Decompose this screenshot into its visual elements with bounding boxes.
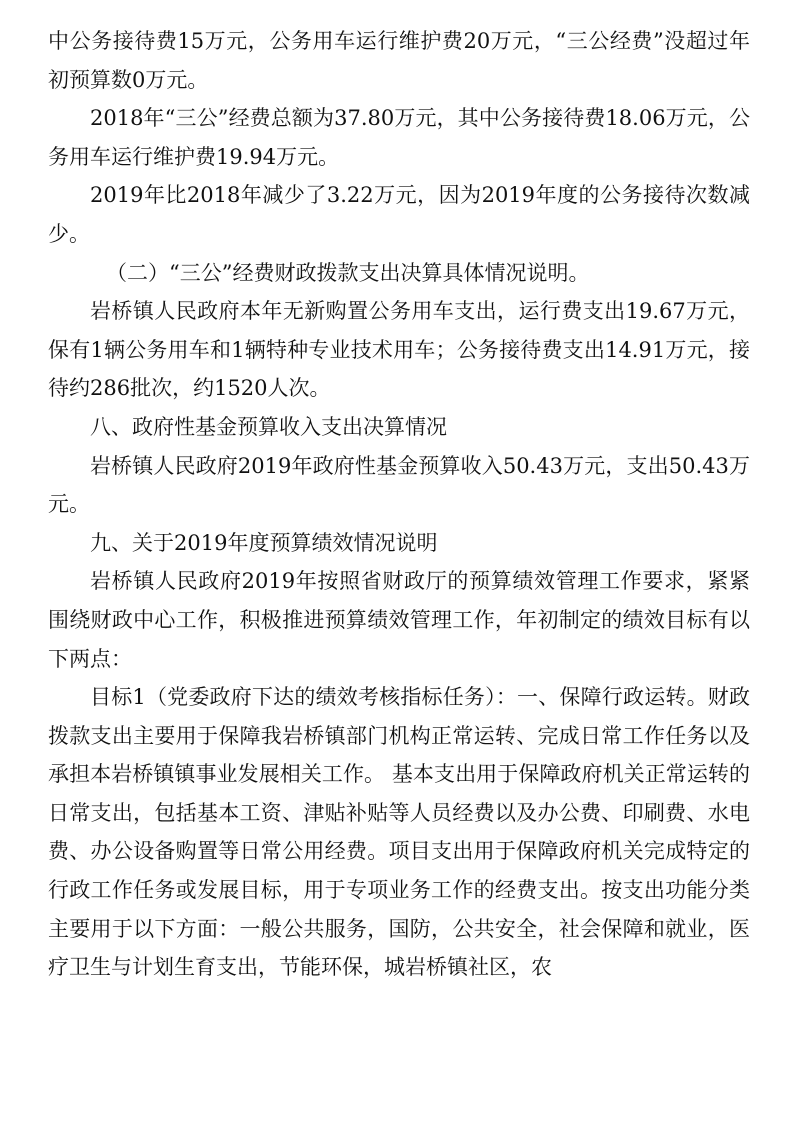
paragraph-2019-comparison: 2019年比2018年减少了3.22万元，因为2019年度的公务接待次数减少。 [48, 183, 750, 246]
document-body [48, 22, 750, 987]
paragraph-performance-intro: 岩桥镇人民政府2019年按照省财政厅的预算绩效管理工作要求，紧紧围绕财政中心工作，积极推进预算绩效管理工作，年初制定的绩效目标有以下两点： [48, 569, 750, 671]
heading-section-nine: 九、关于2019年度预算绩效情况说明 [90, 530, 438, 555]
paragraph-2018-summary: 2018年“三公”经费总额为37.80万元，其中公务接待费18.06万元，公务用车运行维护费19.94万元。 [48, 106, 750, 169]
heading-section-eight: 八、政府性基金预算收入支出决算情况 [90, 414, 447, 439]
subheading-sangong-details: （二）“三公”经费财政拨款支出决算具体情况说明。 [106, 260, 590, 285]
paragraph-continuation: 中公务接待费15万元，公务用车运行维护费20万元，“三公经费”没超过年初预算数0万元。 [48, 29, 750, 92]
paragraph-target-one: 目标1（党委政府下达的绩效考核指标任务）：一、保障行政运转。财政拨款支出主要用于保障我岩桥镇部门机构正常运转、完成日常工作任务以及承担本岩桥镇镇事业发展相关工作。 基本支出用于保障政府机关正常运转的日常支出，包括基本工资、津贴补贴等人员经费以及办公费、印刷费、水电费、办公设备购置等日常公用经费。项目支出用于保障政府机关完成特定的行政工作任务或发展目标，用于专项业务工作的经费支出。按支出功能分类主要用于以下方面：一般公共服务，国防，公共安全，社会保障和就业，医疗卫生与计划生育支出，节能环保，城岩桥镇社区，农 [48, 685, 750, 980]
paragraph-government-fund: 岩桥镇人民政府2019年政府性基金预算收入50.43万元，支出50.43万元。 [48, 453, 750, 517]
paragraph-vehicle-reception: 岩桥镇人民政府本年无新购置公务用车支出，运行费支出19.67万元，保有1辆公务用车和1辆特种专业技术用车；公务接待费支出14.91万元，接待约286批次，约1520人次。 [48, 299, 750, 401]
